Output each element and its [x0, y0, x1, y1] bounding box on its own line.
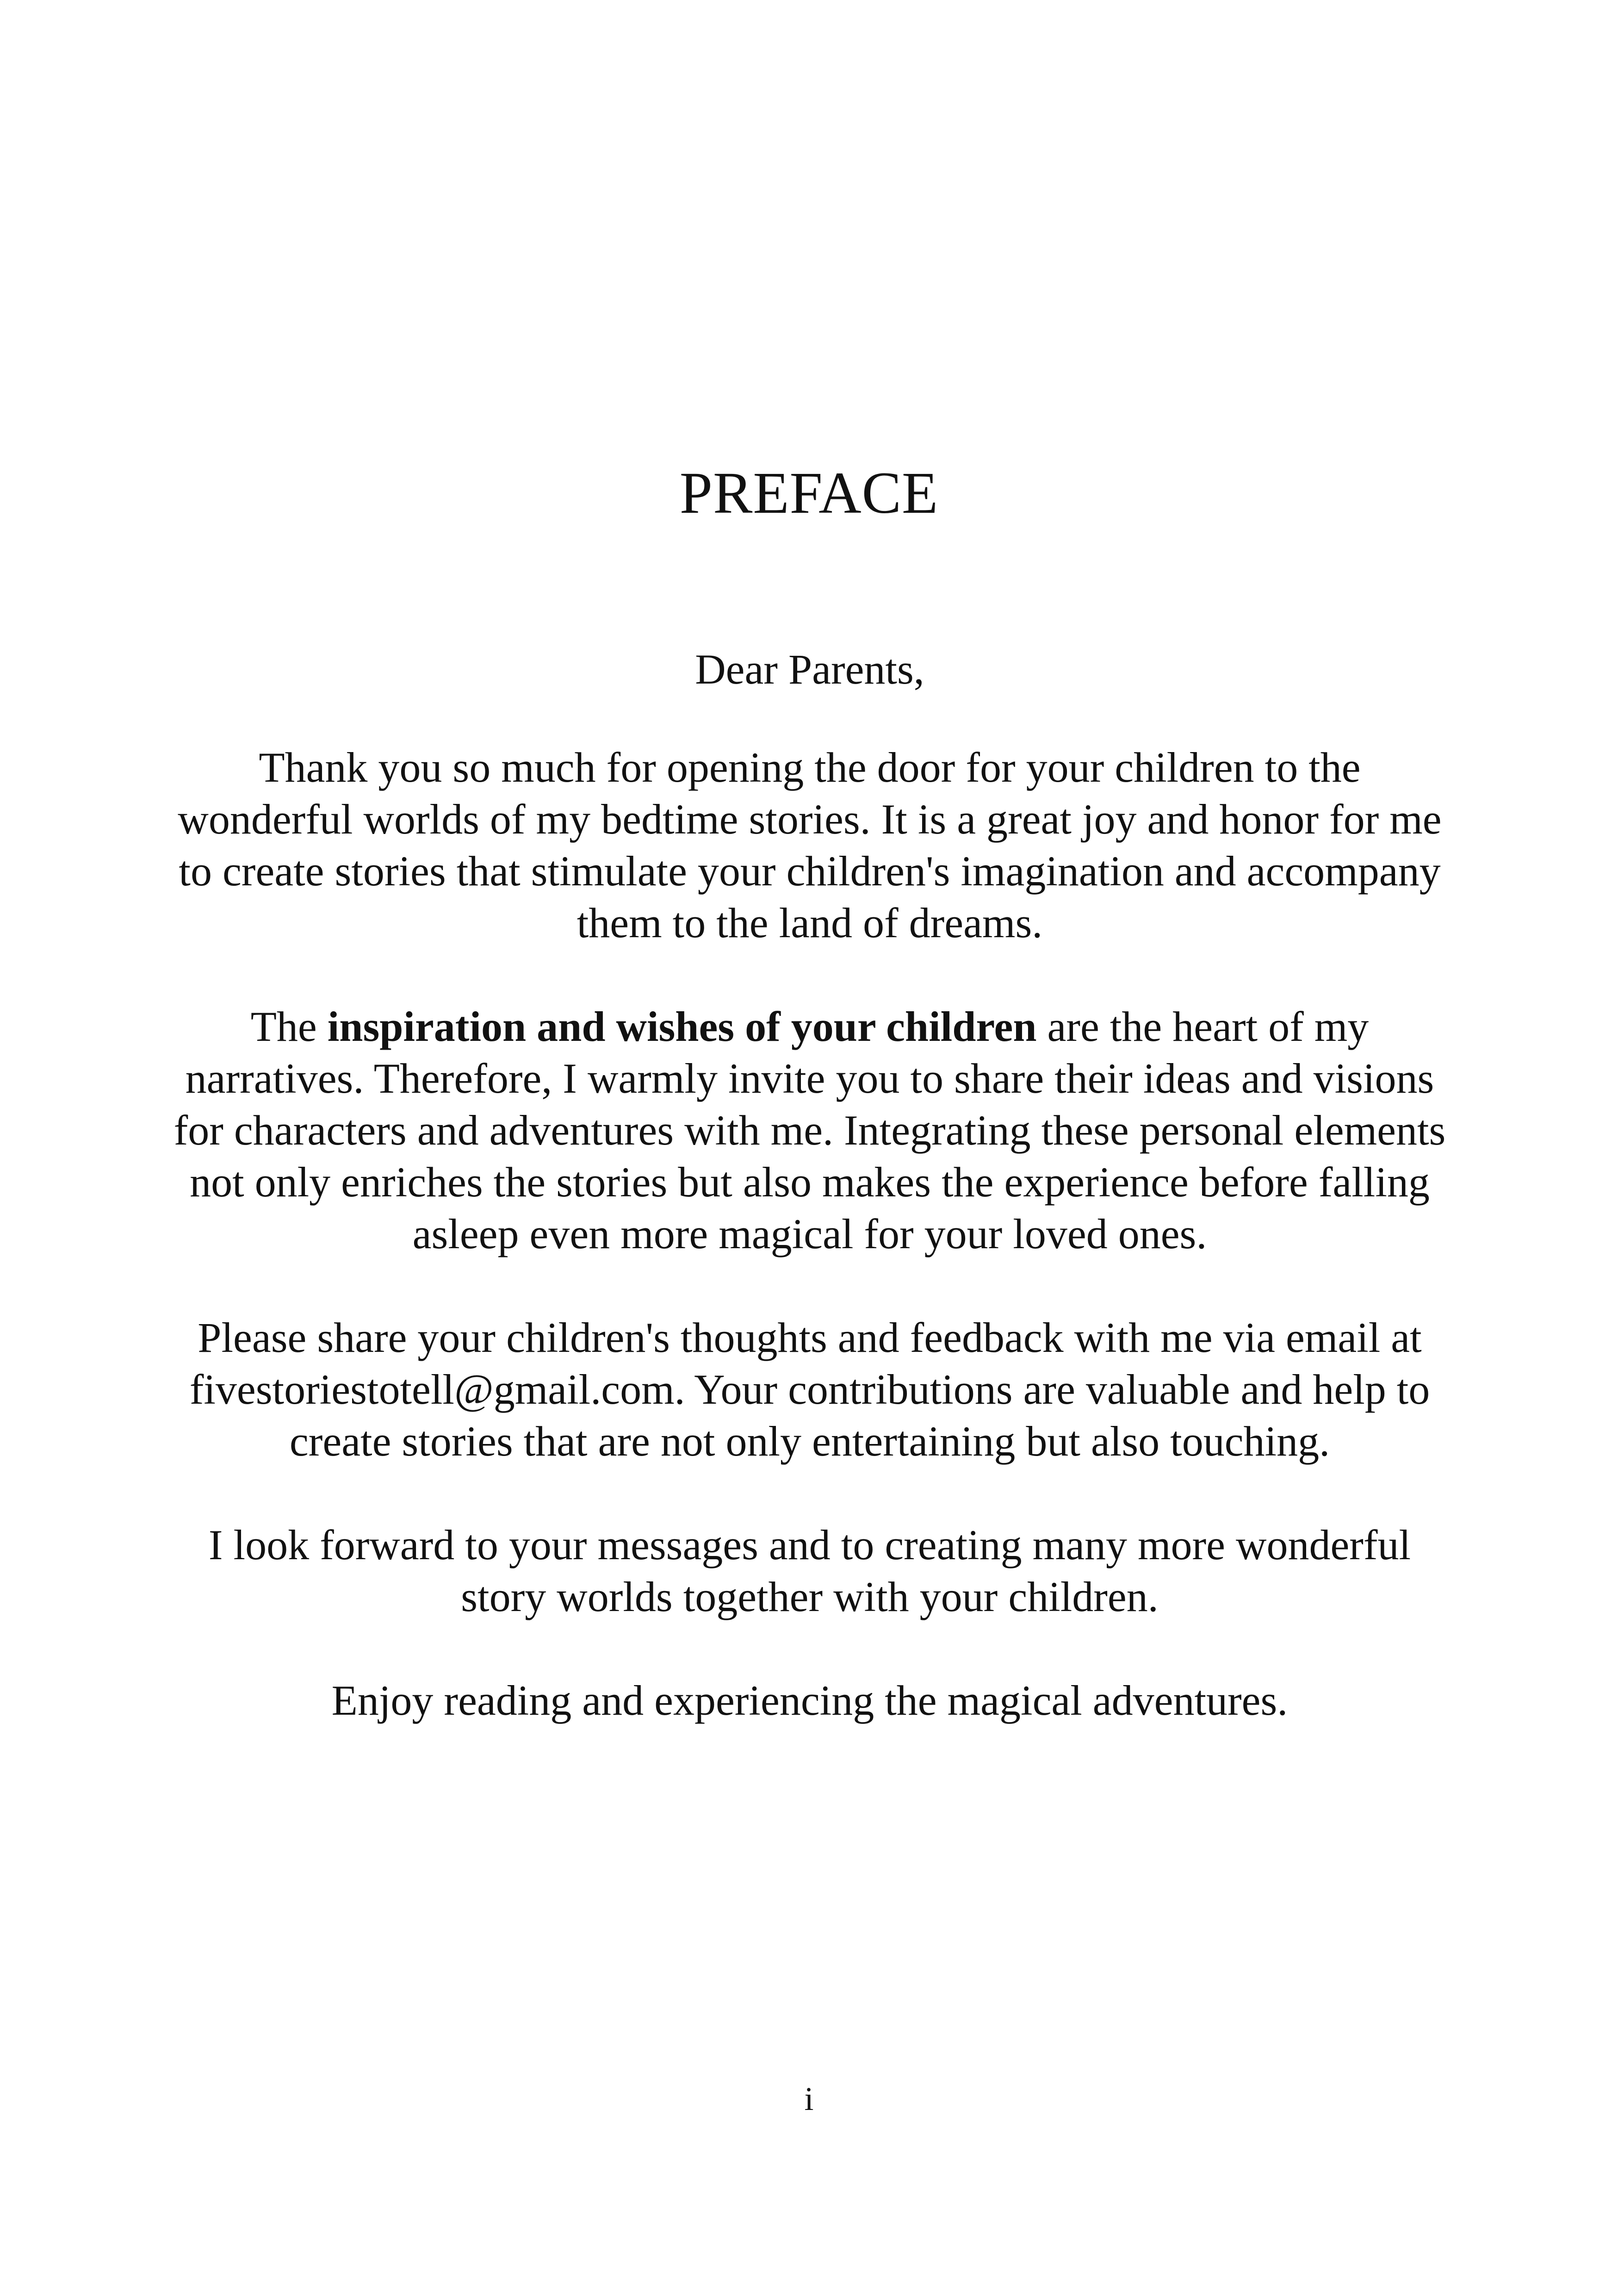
preface-body	[167, 643, 1453, 1778]
paragraph-feedback: Please share your children's thoughts and feedback with me via email at fivestoriestotell@gmail.com. Your contributions are valuable and help to create stories that are not only entertaining but also touching.	[189, 1314, 1430, 1465]
paragraph-inspiration-end: are the heart of my narratives. Therefore, I warmly invite you to share their ideas and visions for characters and adventures with me. Integrating these personal elements not only enriches the stories but also makes the experience before falling asleep even more magical for your loved ones.	[174, 1003, 1446, 1257]
page-number: i	[804, 2080, 814, 2117]
paragraph-inspiration-start: The	[250, 1003, 328, 1050]
paragraph-inspiration	[167, 1001, 1453, 1260]
paragraph-look-forward: I look forward to your messages and to creating many more wonderful story worlds together with your children.	[208, 1521, 1411, 1620]
paragraph-thanks: Thank you so much for opening the door for your children to the wonderful worlds of my bedtime stories. It is a great joy and honor for me to create stories that stimulate your children's imagination and accompany them to the land of dreams.	[178, 744, 1442, 946]
emphasis-text: inspiration and wishes of your children	[327, 1003, 1037, 1050]
page-title: PREFACE	[679, 460, 939, 526]
greeting: Dear Parents,	[695, 646, 924, 693]
closing-line: Enjoy reading and experiencing the magical adventures.	[331, 1677, 1288, 1724]
